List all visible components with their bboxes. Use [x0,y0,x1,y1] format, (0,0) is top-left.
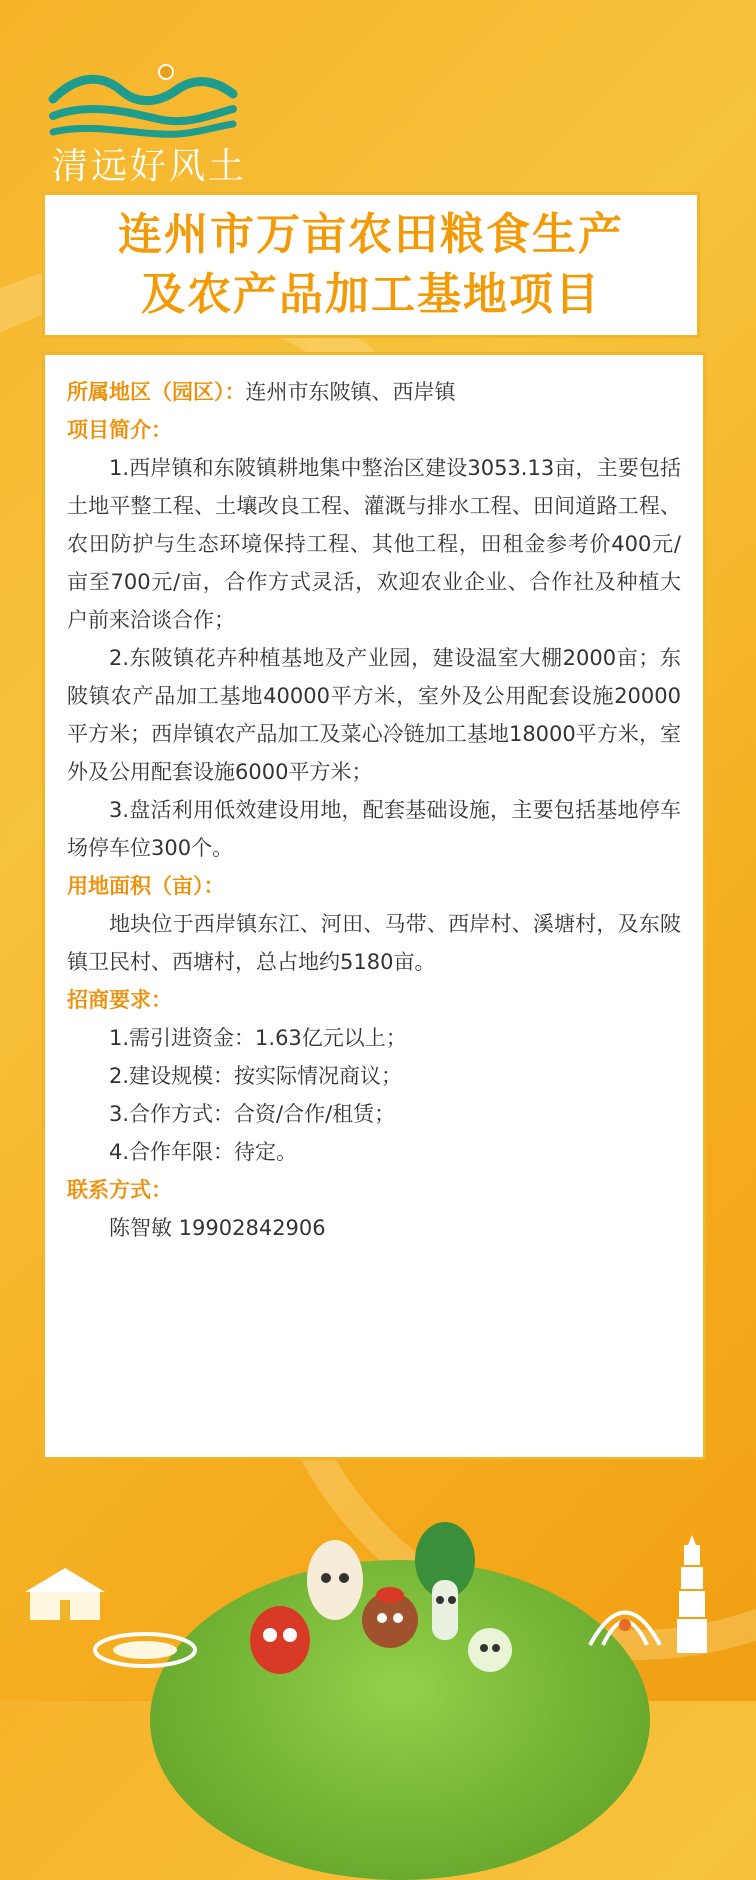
area-text: 地块位于西岸镇东江、河田、马带、西岸村、溪塘村，及东陂镇卫民村、西塘村，总占地约5180亩。 [67,912,681,974]
invest-item: 1.需引进资金：1.63亿元以上； [109,1026,407,1050]
project-details-panel [42,352,706,1460]
intro-paragraph: 2.东陂镇花卉种植基地及产业园，建设温室大棚2000亩；东陂镇农产品加工基地40000平方米，室外及公用配套设施20000平方米；西岸镇农产品加工及菜心冷链加工基地18000平方米，室外及公用配套设施6000平方米； [67,646,681,784]
contact-value: 陈智敏 19902842906 [109,1216,326,1240]
region-label: 所属地区（园区）： [67,380,246,404]
pagoda-icon [672,1535,712,1655]
mascot-characters-illustration [240,1500,580,1700]
intro-label: 项目简介： [67,418,172,442]
region-value: 连州市东陂镇、西岸镇 [245,380,456,404]
stadium-icon [90,1620,200,1670]
contact-label: 联系方式： [67,1178,172,1202]
landmark-building-icon [20,1550,110,1630]
invest-item: 3.合作方式：合资/合作/租赁； [109,1102,396,1126]
gate-icon [585,1580,665,1650]
region-row [67,373,681,411]
area-label: 用地面积（亩）： [67,874,225,898]
invest-label: 招商要求： [67,988,172,1012]
intro-paragraph: 1.西岸镇和东陂镇耕地集中整治区建设3053.13亩，主要包括土地平整工程、土壤改良工程、灌溉与排水工程、田间道路工程、农田防护与生态环境保持工程、其他工程，田租金参考价400元/亩至700元/亩，合作方式灵活，欢迎农业企业、合作社及种植大户前来洽谈合作； [67,456,681,632]
project-title-line1: 连州市万亩农田粮食生产 [118,209,624,260]
project-title-line2: 及农产品加工基地项目 [141,269,601,320]
invest-item: 4.合作年限：待定。 [109,1140,298,1164]
intro-paragraph: 3.盘活利用低效建设用地，配套基础设施，主要包括基地停车场停车位300个。 [67,798,681,860]
invest-item: 2.建设规模：按实际情况商议； [109,1064,403,1088]
project-title-box [42,192,700,338]
brand-logo-text: 清远好风土 [52,146,248,187]
